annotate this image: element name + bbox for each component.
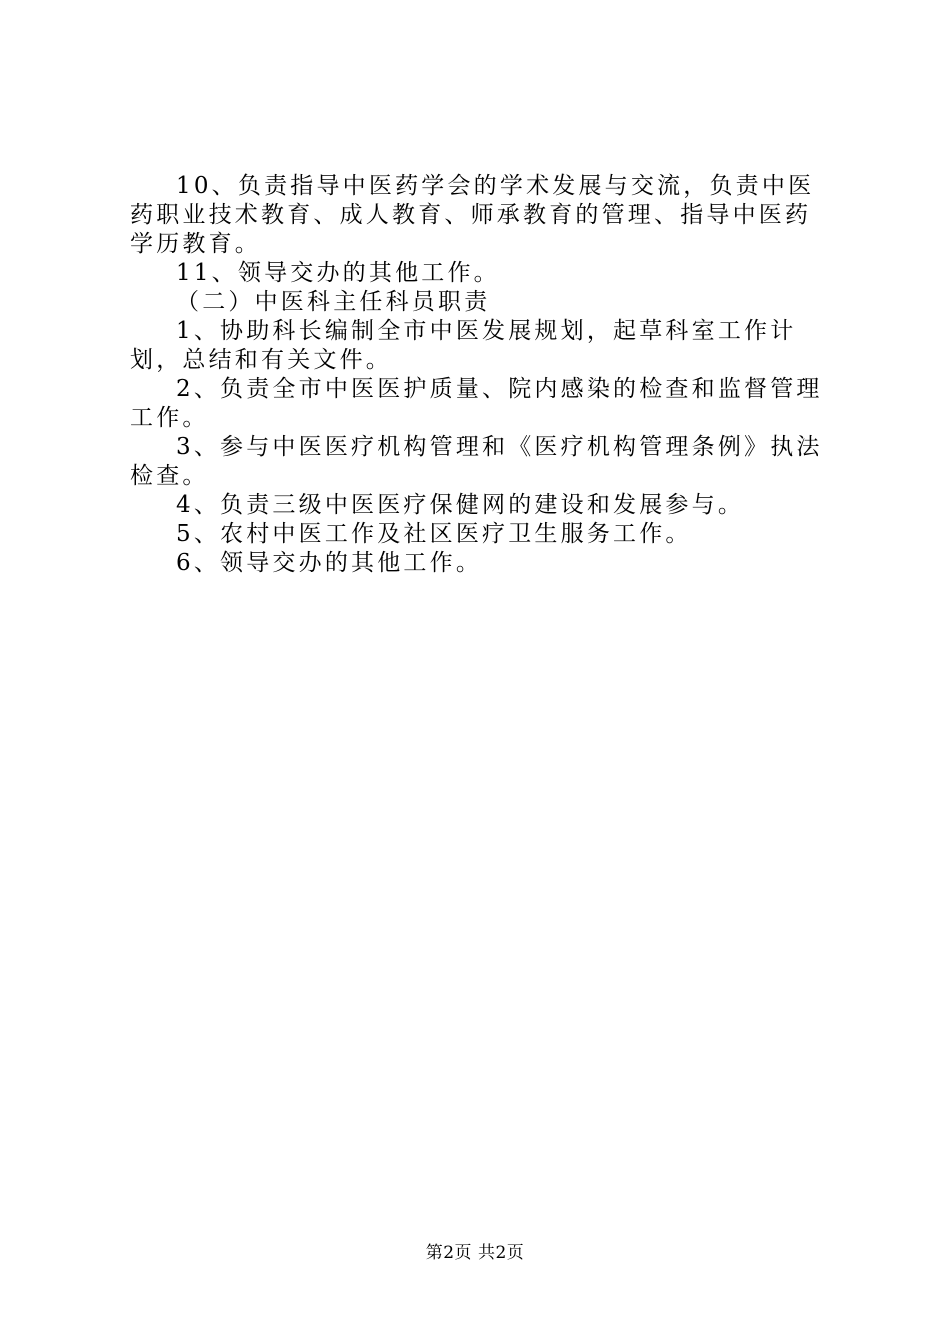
page-footer (0, 1242, 950, 1264)
paragraph-item-3: 3、参与中医医疗机构管理和《医疗机构管理条例》执法检查。 (130, 434, 823, 489)
paragraph-item-10: 10、负责指导中医药学会的学术发展与交流，负责中医药职业技术教育、成人教育、师承教育的管理、指导中医药学历教育。 (130, 173, 815, 257)
section-heading: （二）中医科主任科员职责 (176, 289, 491, 315)
page-number: 第2页 共2页 (425, 1243, 525, 1263)
paragraph-item-1: 1、协助科长编制全市中医发展规划，起草科室工作计划，总结和有关文件。 (130, 318, 797, 373)
paragraph-item-6: 6、领导交办的其他工作。 (176, 550, 483, 576)
paragraph-item-4: 4、负责三级中医医疗保健网的建设和发展参与。 (176, 492, 745, 518)
document-body (130, 172, 830, 578)
paragraph-item-5: 5、农村中医工作及社区医疗卫生服务工作。 (176, 521, 692, 547)
paragraph-item-11: 11、领导交办的其他工作。 (176, 260, 500, 286)
paragraph-item-2: 2、负责全市中医医护质量、院内感染的检查和监督管理工作。 (130, 376, 823, 431)
